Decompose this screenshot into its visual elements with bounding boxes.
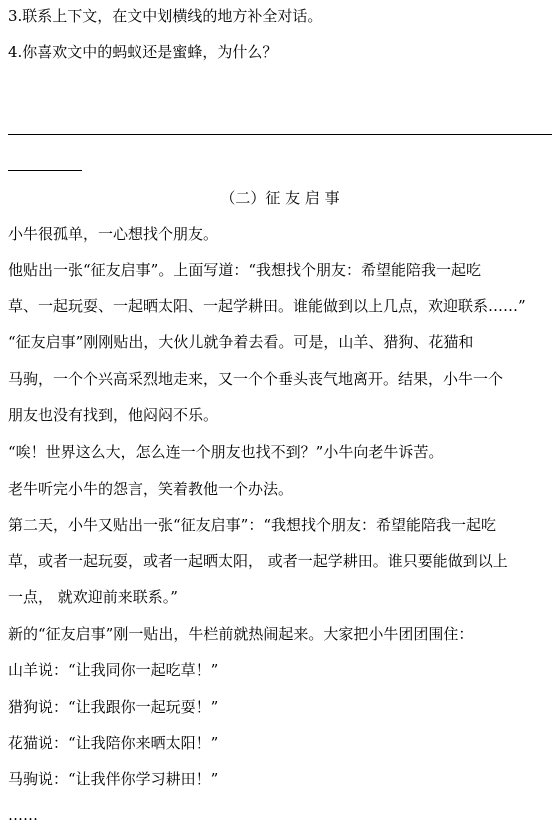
paragraph-2-line-1: 他贴出一张“征友启事”。上面写道：“我想找个朋友：希望能陪我一起吃 — [8, 261, 482, 279]
section-title: （二）征 友 启 事 — [220, 189, 340, 207]
dialogue-colt: 马驹说：“让我伴你学习耕田！” — [8, 770, 219, 788]
paragraph-1: 小牛很孤单，一心想找个朋友。 — [8, 225, 219, 243]
dialogue-dog: 猎狗说：“让我跟你一起玩耍！” — [8, 698, 219, 716]
paragraph-5: 老牛听完小牛的怨言，笑着教他一个办法。 — [8, 480, 294, 498]
ellipsis: …… — [8, 806, 38, 824]
answer-line-2 — [8, 170, 82, 171]
paragraph-3-line-3: 朋友也没有找到，他闷闷不乐。 — [8, 406, 219, 424]
paragraph-4: “唉！世界这么大，怎么连一个朋友也找不到？”小牛向老牛诉苦。 — [8, 443, 444, 461]
dialogue-goat: 山羊说：“让我同你一起吃草！” — [8, 661, 219, 679]
paragraph-6-line-1: 第二天，小牛又贴出一张“征友启事”：“我想找个朋友：希望能陪我一起吃 — [8, 516, 497, 534]
question-3: 3.联系上下文，在文中划横线的地方补全对话。 — [8, 7, 323, 25]
paragraph-7: 新的“征友启事”刚一贴出，牛栏前就热闹起来。大家把小牛团团围住： — [8, 625, 474, 643]
dialogue-cat: 花猫说：“让我陪你来晒太阳！” — [8, 734, 219, 752]
question-4: 4.你喜欢文中的蚂蚁还是蜜蜂，为什么？ — [8, 43, 278, 61]
paragraph-6-line-2: 草，或者一起玩耍，或者一起晒太阳， 或者一起学耕田。谁只要能做到以上 — [8, 552, 508, 570]
paragraph-2-line-2: 草、一起玩耍、一起晒太阳、一起学耕田。谁能做到以上几点，欢迎联系……” — [8, 297, 526, 315]
paragraph-3-line-1: “征友启事”刚刚贴出，大伙儿就争着去看。可是，山羊、猎狗、花猫和 — [8, 333, 474, 351]
paragraph-3-line-2: 马驹，一个个兴高采烈地走来，又一个个垂头丧气地离开。结果，小牛一个 — [8, 370, 504, 388]
answer-line-1 — [8, 134, 552, 135]
paragraph-6-line-3: 一点， 就欢迎前来联系。” — [8, 588, 178, 606]
